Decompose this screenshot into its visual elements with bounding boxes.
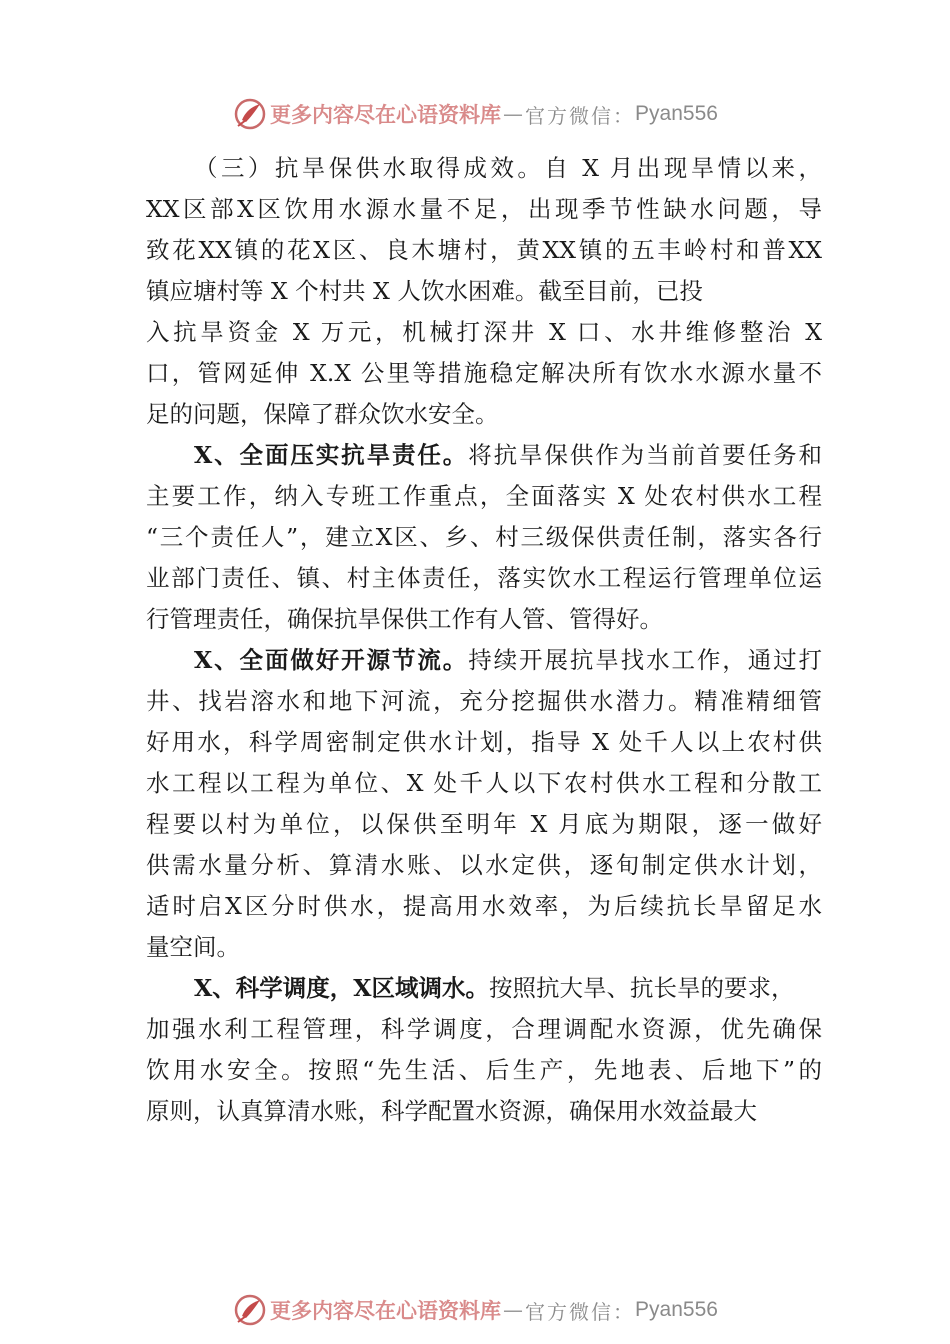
text-line: 镇应塘村等 X 个村共 X 人饮水困难。截至目前，已投 — [146, 277, 703, 305]
logo-icon — [232, 1292, 268, 1328]
text-line: 口，管网延伸 X.X 公里等措施稳定解决所有饮水水源水量不 — [146, 359, 822, 387]
text-line: “三个责任人”，建立X区、乡、村三级保供责任制，落实各行 — [146, 523, 822, 551]
text-line: 致花XX镇的花X区、良木塘村，黄XX镇的五丰岭村和普XX — [146, 236, 822, 264]
wechat-label: 官方微信： — [525, 1299, 636, 1324]
paragraph-heading: X、全面压实抗旱责任。 — [194, 441, 469, 469]
text-line: 入抗旱资金 X 万元，机械打深井 X 口、水井维修整治 X — [146, 318, 822, 346]
text-line: XX区部X区饮用水源水量不足，出现季节性缺水问题，导 — [146, 195, 822, 223]
text-line: （三）抗旱保供水取得成效。自 X 月出现旱情以来， — [194, 154, 822, 182]
text-line: X、全面压实抗旱责任。将抗旱保供作为当前首要任务和 — [194, 441, 822, 469]
footer-banner — [0, 1290, 950, 1330]
wechat-id: Pyan556 — [635, 1298, 718, 1321]
header-banner — [0, 94, 950, 134]
text-line: 井、找岩溶水和地下河流，充分挖掘供水潜力。精准精细管 — [146, 687, 822, 715]
text-line: X、科学调度，X区域调水。按照抗大旱、抗长旱的要求， — [194, 974, 795, 1002]
text-line: X、全面做好开源节流。持续开展抗旱找水工作，通过打 — [194, 646, 822, 674]
text-line: 量空间。 — [146, 933, 240, 961]
paragraph-1 — [146, 148, 822, 435]
text-line: 加强水利工程管理，科学调度，合理调配水资源，优先确保 — [146, 1015, 822, 1043]
logo-icon — [232, 96, 268, 132]
text-line: 行管理责任，确保抗旱保供工作有人管、管得好。 — [146, 605, 663, 633]
paragraph-heading: X、全面做好开源节流。 — [194, 646, 469, 674]
text-line: 饮用水安全。按照“先生活、后生产，先地表、后地下”的 — [146, 1056, 822, 1084]
text-line: 程要以村为单位，以保供至明年 X 月底为期限，逐一做好 — [146, 810, 822, 838]
brand-text: 更多内容尽在心语资料库 — [270, 102, 502, 127]
banner-dash: — — [503, 1298, 524, 1322]
wechat-id: Pyan556 — [635, 102, 718, 125]
text-line: 适时启X区分时供水，提高用水效率，为后续抗长旱留足水 — [146, 892, 822, 920]
paragraph-3 — [146, 640, 822, 968]
text-line: 供需水量分析、算清水账、以水定供，逐旬制定供水计划， — [146, 851, 822, 879]
paragraph-heading: X、科学调度，X区域调水。 — [194, 974, 489, 1002]
brand-text: 更多内容尽在心语资料库 — [270, 1298, 502, 1323]
text-line: 主要工作，纳入专班工作重点，全面落实 X 处农村供水工程 — [146, 482, 822, 510]
text-line: 原则，认真算清水账，科学配置水资源，确保用水效益最大 — [146, 1097, 757, 1125]
text-line: 业部门责任、镇、村主体责任，落实饮水工程运行管理单位运 — [146, 564, 822, 592]
wechat-label: 官方微信： — [525, 103, 636, 128]
text-line: 水工程以工程为单位、X 处千人以下农村供水工程和分散工 — [146, 769, 822, 797]
banner-dash: — — [503, 102, 524, 126]
document-body — [146, 148, 822, 1132]
text-line: 足的问题，保障了群众饮水安全。 — [146, 400, 499, 428]
paragraph-4 — [146, 968, 822, 1132]
paragraph-2 — [146, 435, 822, 640]
text-line: 好用水，科学周密制定供水计划，指导 X 处千人以上农村供 — [146, 728, 822, 756]
